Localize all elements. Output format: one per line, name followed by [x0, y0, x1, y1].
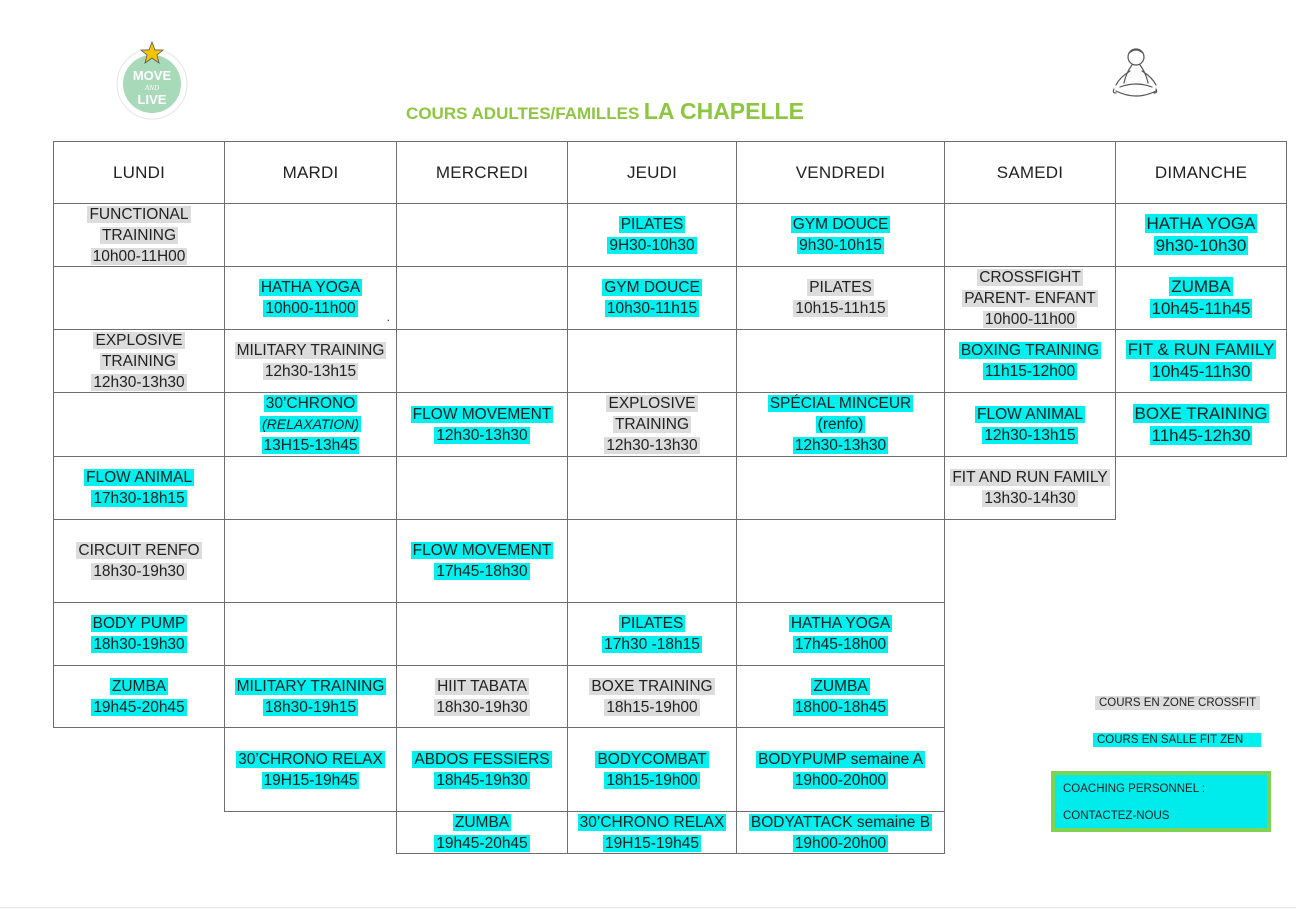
class-name: BOXE TRAINING: [1134, 403, 1268, 423]
class-cell: [568, 812, 736, 853]
class-time: 18h30-19h30: [93, 563, 185, 580]
class-time: 18h00-18h45: [794, 698, 887, 716]
class-name: PARENT- ENFANT: [964, 289, 1096, 307]
class-cell: [1116, 393, 1286, 456]
legend-crossfit-label: COURS EN ZONE CROSSFIT: [1095, 696, 1260, 710]
class-cell: [568, 267, 736, 329]
class-cell: [945, 330, 1115, 392]
class-time: 19h45-20h45: [93, 698, 185, 716]
class-time: 12h30-13h15: [264, 363, 357, 380]
class-cell: [54, 204, 224, 266]
logo-text-live: LIVE: [137, 92, 167, 107]
class-time: 10h45-11h30: [1151, 362, 1251, 381]
class-cell: [568, 666, 736, 727]
class-time: 10h00-11h00: [984, 310, 1076, 328]
class-cell: [225, 267, 396, 329]
class-cell: [737, 267, 944, 329]
class-cell: [225, 728, 396, 811]
class-cell: [54, 603, 224, 665]
class-name: BODYPUMP semaine A: [757, 750, 924, 768]
day-header-lundi: LUNDI: [112, 163, 165, 182]
class-name: EXPLOSIVE: [95, 331, 183, 349]
class-time: 10h00-11h00: [265, 300, 356, 317]
class-name: HATHA YOGA: [260, 279, 361, 296]
legend-fitzen-label: COURS EN SALLE FIT ZEN: [1093, 733, 1261, 747]
page-bottom-divider: [0, 907, 1296, 908]
class-name: FLOW ANIMAL: [86, 469, 192, 486]
class-name: HIIT TABATA: [437, 677, 527, 695]
class-cell: [737, 728, 944, 811]
class-time: 11h45-12h30: [1151, 425, 1251, 445]
class-time: 19H15-19h45: [263, 771, 358, 789]
day-header-mercredi: MERCREDI: [435, 163, 529, 182]
class-name: ZUMBA: [813, 677, 868, 695]
class-cell: [54, 457, 224, 519]
coaching-box: [1051, 771, 1271, 832]
class-time: 18h30-19h30: [436, 698, 528, 716]
day-header-samedi: SAMEDI: [996, 163, 1064, 182]
class-cell: [737, 204, 944, 266]
class-time: 19h45-20h45: [436, 834, 528, 852]
class-name: FLOW MOVEMENT: [412, 542, 552, 559]
class-name: FIT & RUN FAMILY: [1127, 340, 1275, 359]
class-time: 12h30-13h15: [984, 426, 1076, 444]
class-name: FLOW MOVEMENT: [412, 405, 552, 423]
class-cell: [737, 666, 944, 727]
coaching-line-2: CONTACTEZ-NOUS: [1063, 810, 1170, 822]
class-cell: [568, 204, 736, 266]
class-cell: [225, 393, 396, 456]
legend-crossfit: [1095, 697, 1260, 709]
title-main: LA CHAPELLE: [643, 98, 804, 124]
class-time: 17h45-18h00: [794, 636, 887, 653]
class-name: TRAINING: [101, 352, 177, 370]
day-header-mardi: MARDI: [282, 163, 339, 182]
class-name: ZUMBA: [111, 677, 167, 695]
logo-text-move: MOVE: [132, 68, 172, 83]
class-time: 10h30-11h15: [606, 300, 698, 317]
class-name: HATHA YOGA: [790, 615, 891, 632]
class-time: 18h15-19h00: [606, 698, 698, 716]
class-cell: [1116, 330, 1286, 392]
class-name: 30’CHRONO: [265, 395, 356, 412]
class-cell: [737, 603, 944, 665]
class-cell: [225, 666, 396, 727]
class-cell: [737, 812, 944, 853]
class-name: CIRCUIT RENFO: [78, 542, 200, 559]
class-name: EXPLOSIVE: [608, 395, 696, 412]
class-time: 13h30-14h30: [984, 490, 1076, 507]
class-time: 19h00-20h00: [794, 771, 887, 789]
title-prefix: COURS ADULTES/FAMILLES: [406, 104, 640, 123]
coaching-line-1: COACHING PERSONNEL :: [1063, 783, 1206, 795]
class-cell: [397, 812, 567, 853]
class-note: (RELAXATION): [262, 416, 359, 432]
class-note: (renfo): [817, 416, 864, 433]
class-name: SPÉCIAL MINCEUR: [769, 395, 912, 412]
class-time: 9H30-10h30: [609, 237, 695, 254]
class-cell: [945, 457, 1115, 519]
class-name: GYM DOUCE: [604, 279, 700, 296]
class-time: 17h45-18h30: [436, 563, 528, 580]
class-name: 30’CHRONO RELAX: [238, 750, 383, 768]
legend-fitzen: [1093, 734, 1261, 746]
class-time: 9h30-10h15: [799, 237, 882, 254]
class-time: 12h30-13h30: [794, 437, 887, 454]
class-time: 19h00-20h00: [794, 834, 887, 852]
class-cell: [397, 728, 567, 811]
class-name: MILITARY TRAINING: [236, 677, 385, 695]
class-name: BODYATTACK semaine B: [750, 813, 931, 831]
class-time: 18h45-19h30: [436, 771, 528, 789]
class-name: ZUMBA: [1171, 277, 1231, 296]
class-time: 19H15-19h45: [605, 834, 699, 852]
class-time: 12h30-13h30: [606, 437, 698, 454]
class-time: 18h30-19h30: [93, 636, 185, 653]
class-time: 10h45-11h45: [1151, 299, 1251, 318]
class-name: BOXE TRAINING: [591, 677, 713, 695]
class-cell: [1116, 204, 1286, 266]
class-name: PILATES: [620, 216, 684, 233]
class-cell: [54, 666, 224, 727]
class-name: 30’CHRONO RELAX: [579, 813, 725, 831]
class-time: 12h30-13h30: [93, 373, 185, 391]
class-cell: [568, 393, 736, 456]
class-cell: [225, 330, 396, 392]
class-cell: [1116, 267, 1286, 329]
stray-mark: .: [386, 310, 390, 324]
class-cell: [568, 728, 736, 811]
class-name: ABDOS FESSIERS: [414, 750, 550, 768]
class-time: 18h30-19h15: [264, 698, 357, 716]
class-time: 13H15-13h45: [263, 437, 358, 454]
class-name: ZUMBA: [454, 813, 510, 831]
class-name: MILITARY TRAINING: [236, 342, 385, 359]
class-name: TRAINING: [614, 416, 690, 433]
class-name: PILATES: [809, 279, 872, 296]
class-time: 17h30-18h15: [93, 490, 185, 507]
class-time: 10h15-11h15: [795, 300, 886, 317]
class-cell: [945, 393, 1115, 456]
class-cell: [54, 520, 224, 602]
class-cell: [568, 603, 736, 665]
class-name: PILATES: [620, 615, 684, 632]
class-cell: [54, 330, 224, 392]
class-name: BODYCOMBAT: [597, 750, 707, 768]
class-name: BODY PUMP: [92, 615, 186, 632]
logo-text-and: AND: [145, 84, 159, 92]
class-cell: [397, 393, 567, 456]
day-header-jeudi: JEUDI: [626, 163, 678, 182]
class-name: CROSSFIGHT: [979, 268, 1081, 286]
class-time: 17h30 -18h15: [604, 636, 700, 653]
class-cell: [397, 666, 567, 727]
class-name: FUNCTIONAL: [89, 205, 189, 223]
class-time: 10h00-11H00: [92, 247, 186, 265]
class-cell: [945, 267, 1115, 329]
day-header-vendredi: VENDREDI: [795, 163, 886, 182]
class-cell: [737, 393, 944, 456]
class-name: FIT AND RUN FAMILY: [952, 469, 1108, 486]
day-header-dimanche: DIMANCHE: [1154, 163, 1248, 182]
class-cell: [397, 520, 567, 602]
class-name: HATHA YOGA: [1146, 214, 1256, 233]
class-time: 12h30-13h30: [436, 426, 528, 444]
class-time: 9h30-10h30: [1155, 236, 1247, 255]
class-name: GYM DOUCE: [792, 216, 889, 233]
class-name: FLOW ANIMAL: [977, 405, 1083, 423]
class-time: 11h15-12h00: [984, 363, 1076, 380]
class-time: 18h15-19h00: [606, 771, 698, 789]
class-name: BOXING TRAINING: [960, 342, 1100, 359]
class-name: TRAINING: [101, 226, 177, 244]
